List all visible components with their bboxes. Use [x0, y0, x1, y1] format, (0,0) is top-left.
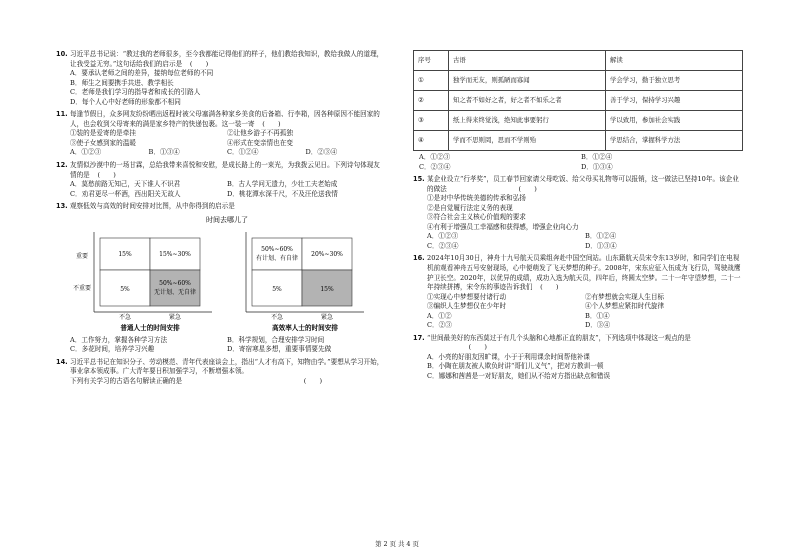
- cell-value: 50%~60%: [261, 245, 293, 253]
- statement-item: ③编织人生梦想仅在少年时: [427, 302, 507, 311]
- question-stem: 观察低效与高效的时间安排对比图，从中你得到的启示是: [70, 202, 235, 211]
- cell-value: 15%: [118, 250, 132, 258]
- cell-value: 50%~60%: [159, 279, 191, 287]
- left-cell-unimportant-urgent: [150, 270, 200, 306]
- statement-item: ③符合社会主义核心价值观的要求: [427, 213, 526, 222]
- axis-label-noturgent: 不急: [270, 313, 284, 321]
- option[interactable]: D．①③④: [585, 241, 617, 250]
- option[interactable]: D．③④: [585, 321, 611, 330]
- statement-item: ④个人梦想应紧扣时代旋律: [585, 302, 665, 311]
- time-matrix-svg: [70, 214, 384, 334]
- option[interactable]: C．②③④: [419, 162, 451, 171]
- option[interactable]: B．①④: [585, 311, 610, 320]
- question-stem: 某企业设立“行孝奖”，员工春节回家请父母吃饭、给父母买礼物等可以报销，这一做法已坚持10年。该企业的做法 ( ): [427, 175, 739, 193]
- option[interactable]: A．①②③: [427, 232, 459, 241]
- table-cell: 学思结合，掌握科学方法: [606, 131, 743, 151]
- question-stem: 习近平总书记在知识分子、劳动模范、青年代表座谈会上，指出“人才有高下，知物由学。”要想从学习开始，事业拿本领成事。广大青年要日积加强学习，不断增强本领。: [70, 357, 384, 376]
- table-row: [414, 91, 743, 111]
- question-15: [413, 175, 743, 251]
- statement-item: ②是自觉履行法定义务的表现: [427, 203, 513, 212]
- option[interactable]: D．每个人心中好老师的形象都不相同: [70, 97, 181, 106]
- table-cell: 学会学习，勤于独立思考: [606, 71, 743, 91]
- question-16: [413, 254, 743, 330]
- right-column: [413, 50, 743, 385]
- option[interactable]: A．要承认老师之间的差异，接纳每位老师的不同: [70, 69, 214, 78]
- statement-item: ①装的是爱寄的是牵挂: [70, 129, 136, 138]
- option[interactable]: B．①②④: [581, 153, 613, 161]
- option[interactable]: B．①③④: [148, 148, 180, 157]
- axis-label-important: 重要: [75, 252, 89, 260]
- option[interactable]: C．老师是我们学习的指导者和成长的引路人: [70, 88, 201, 97]
- option[interactable]: D．①③④: [581, 162, 613, 171]
- option[interactable]: B．科学规划，合理安排学习时间: [227, 335, 325, 344]
- question-number: 13.: [56, 202, 68, 211]
- cell-value: 5%: [120, 285, 130, 293]
- option[interactable]: B．小陶在朋友被人欺负时讲“哥们儿义气”，把对方教训一顿: [427, 362, 604, 371]
- axis-label-urgent: 紧急: [168, 313, 182, 321]
- statement-item: ①是对中华传统美德的传承和弘扬: [427, 194, 526, 203]
- cell-note: 无计划、无自律: [153, 288, 197, 296]
- statement-item: ①实现心中梦想要付诸行动: [427, 292, 507, 301]
- option[interactable]: D．寄宿寒星多想，重要事情要先做: [227, 345, 332, 354]
- option[interactable]: C．②③: [427, 321, 452, 330]
- table-cell: 独学而无友，则孤陋而寡闻: [449, 71, 606, 91]
- table-cell: ①: [414, 71, 449, 91]
- proverb-table: [413, 50, 743, 151]
- option[interactable]: D．桃花潭水深千尺，不及汪伦送我情: [227, 189, 338, 198]
- option[interactable]: D．②③④: [305, 148, 338, 157]
- question-number: 15.: [413, 175, 425, 184]
- option[interactable]: C．①②④: [227, 148, 259, 157]
- axis-label-noturgent: 不急: [118, 313, 132, 321]
- table-row: [414, 111, 743, 131]
- statement-item: ②有梦想就会实现人生目标: [585, 292, 665, 301]
- option[interactable]: B．古人学问无遗力，少壮工夫老始成: [227, 180, 338, 189]
- option[interactable]: A．小亮的好朋友因旷课，小于于利用课余时间帮他补课: [427, 352, 591, 361]
- left-column: [56, 50, 384, 389]
- statement-item: ④形式在变亲情也在变: [227, 138, 293, 147]
- question-stem: 友情似沙漠中的一场甘霖，总给我带来喜悦和安慰，是成长路上的一束光，为我拨云见日。下列诗句体现友情的是 ( ): [70, 161, 380, 179]
- table-cell: 知之者不如好之者，好之者不如乐之者: [449, 91, 606, 111]
- option[interactable]: A．①②: [427, 311, 452, 320]
- question-number: 12.: [56, 161, 68, 170]
- table-cell: 学以致用，参加社会实践: [606, 111, 743, 131]
- option[interactable]: B．①②④: [585, 232, 617, 241]
- table-cell: 学而不思则罔，思而不学则殆: [449, 131, 606, 151]
- question-11: [56, 110, 384, 158]
- option[interactable]: B．师生之间要携手共进、教学相长: [70, 78, 174, 87]
- table-header: 解读: [606, 51, 743, 71]
- question-stem: 习近平总书记说：“教过我的老师很多，至今我都能记得他们的样子，他们教给我知识，教给我做人的道理，让我受益无穷。”这句话给我们的启示是 ( ): [70, 50, 384, 68]
- table-header-row: [414, 51, 743, 71]
- question-10: [56, 50, 384, 107]
- cell-value: 15%: [320, 285, 334, 293]
- table-row: [414, 71, 743, 91]
- question-13: [56, 202, 384, 355]
- question-14: [56, 358, 384, 387]
- question-stem: 2024年10月30日，神舟十九号航天员乘组奔赴中国空间站。山东籍航天员宋令东13岁时，和同学们在电视机前观看神舟五号安射现场，心中便萌发了飞天梦想的种子。2008年，宋东应征入伍成为飞行员，驾驶战鹰护卫长空。2020年，以优异的成绩，成功入选为航天员，四年后，终圆太空梦。二十一年守望梦想，二十一年持续拼搏，宋令东的事迹告诉我们 ( ): [427, 254, 741, 292]
- cell-value: 5%: [272, 285, 282, 293]
- statement-item: ③使子女感到家的温暖: [70, 138, 136, 147]
- page-footer: 第 2 页 共 4 页: [375, 540, 419, 548]
- option[interactable]: C．②③④: [427, 241, 459, 250]
- axis-label-urgent: 紧急: [320, 313, 334, 321]
- option[interactable]: A．工作努力，掌握各种学习方法: [70, 335, 168, 344]
- right-caption: 高效率人士的时间安排: [272, 323, 338, 332]
- cell-value: 15%~30%: [159, 250, 191, 258]
- cell-value: 20%~30%: [311, 250, 343, 258]
- axis-label-unimportant: 不重要: [72, 284, 92, 292]
- table-header: 古语: [449, 51, 606, 71]
- table-cell: 纸上得来终觉浅，绝知此事要躬行: [449, 111, 606, 131]
- option[interactable]: C．劝君更尽一杯酒，西出阳关无故人: [70, 189, 181, 198]
- statement-item: ②让他乡游子不再孤独: [227, 129, 293, 138]
- right-cell-important-noturgent: [252, 238, 302, 270]
- table-cell: 善于学习，保持学习兴趣: [606, 91, 743, 111]
- table-row: [414, 131, 743, 151]
- question-17: [413, 334, 743, 382]
- option[interactable]: A．①②③: [419, 153, 451, 161]
- question-stem: “世间最美好的东西莫过于有几个头脑和心地都正直的朋友”，下列选项中体现这一观点的是( ): [427, 333, 691, 352]
- table-cell: ②: [414, 91, 449, 111]
- question-stem: 每逢节假日，众多网友纷纷晒出返程时被父母塞满各种家乡美食的后备箱、行李箱，因各种原因不能回家的人，也会收到父母寄来的满是家乡特产的快递包裹。这一装一寄 ( ): [70, 110, 380, 128]
- left-caption: 普通人士的时间安排: [120, 323, 180, 332]
- table-header: 序号: [414, 51, 449, 71]
- figure-title: 时间去哪儿了: [206, 215, 248, 224]
- question-number: 14.: [56, 357, 68, 366]
- statement-item: ④有利于增强员工幸福感和获得感，增强企业向心力: [427, 222, 579, 231]
- question-number: 16.: [413, 254, 425, 263]
- question-12: [56, 161, 384, 199]
- question-number: 11.: [56, 110, 68, 119]
- question-number: 17.: [413, 333, 425, 342]
- time-matrix-figure: [70, 214, 384, 334]
- option[interactable]: A．①②③: [70, 148, 102, 157]
- cell-note: 有计划、有自律: [255, 254, 299, 262]
- option[interactable]: A．莫愁前路无知己，天下谁人不识君: [70, 180, 181, 189]
- question-stem-cont: 下列有关学习的古语名句解读正确的是 ( ): [70, 376, 323, 385]
- table-cell: ④: [414, 131, 449, 151]
- table-options: [413, 153, 743, 172]
- option[interactable]: C．娜娜和茜茜是一对好朋友，她们从不给对方指出缺点和错误: [427, 372, 611, 381]
- table-cell: ③: [414, 111, 449, 131]
- question-number: 10.: [56, 50, 68, 58]
- option[interactable]: C．多花时间，培养学习兴趣: [70, 345, 155, 354]
